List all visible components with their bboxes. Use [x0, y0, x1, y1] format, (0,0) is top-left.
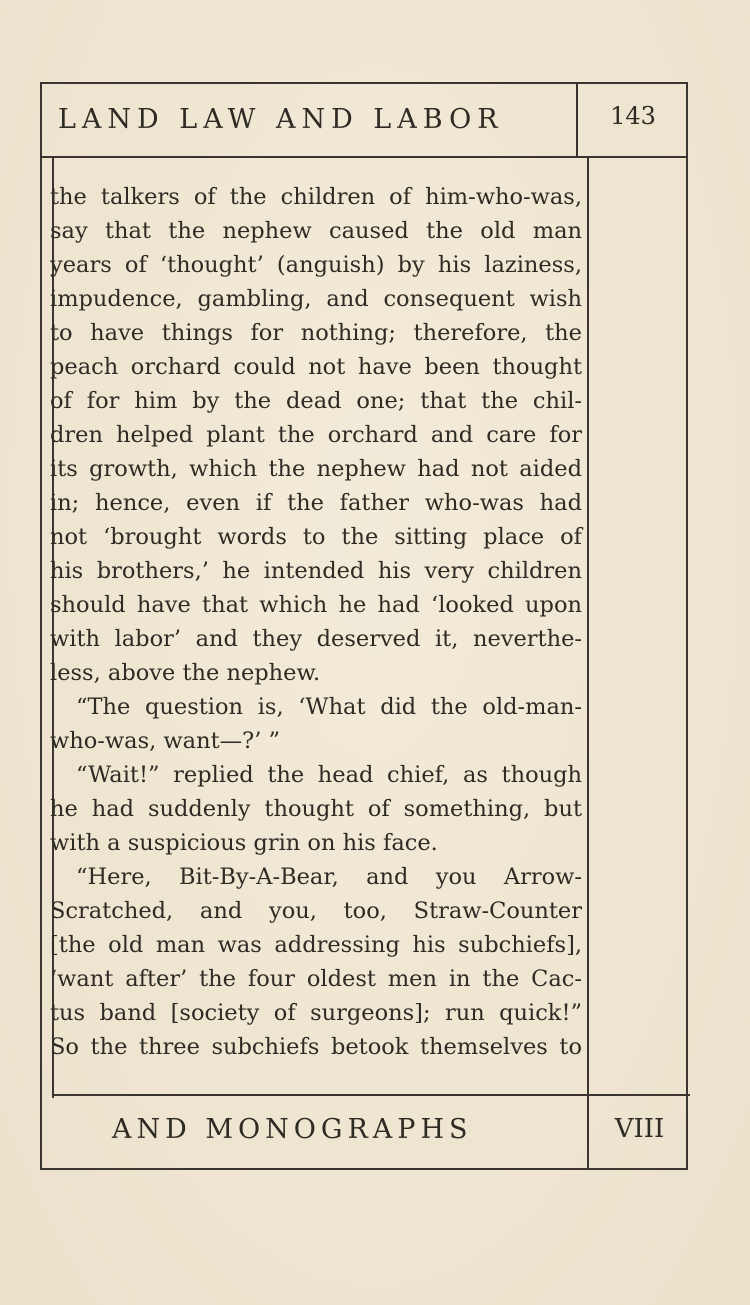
page-frame — [40, 82, 688, 1170]
text-line: the talkers of the children of him-who-was, — [50, 184, 582, 210]
text-line: “Wait!” replied the head chief, as though — [76, 762, 582, 788]
text-line: years of ‘thought’ (anguish) by his laziness, — [50, 252, 582, 278]
text-line: say that the nephew caused the old man — [50, 218, 582, 244]
text-line: he had suddenly thought of something, but — [50, 796, 582, 822]
text-line: with labor’ and they deserved it, neverthe- — [50, 626, 582, 652]
text-line: its growth, which the nephew had not aided — [50, 456, 582, 482]
text-line: of for him by the dead one; that the chil- — [50, 388, 582, 414]
text-line: tus band [society of surgeons]; run quick!” — [50, 1000, 582, 1026]
text-line: “Here, Bit-By-A-Bear, and you Arrow- — [76, 864, 582, 890]
text-line: to have things for nothing; therefore, the — [50, 320, 582, 346]
running-footer — [52, 1094, 690, 1168]
series-title: AND MONOGRAPHS — [112, 1114, 473, 1145]
text-line: peach orchard could not have been thought — [50, 354, 582, 380]
text-line: impudence, gambling, and consequent wish — [50, 286, 582, 312]
text-line: with a suspicious grin on his face. — [50, 830, 438, 856]
running-header — [42, 84, 686, 158]
body-right-rule — [587, 158, 589, 1098]
text-line: So the three subchiefs betook themselves to — [50, 1034, 582, 1060]
running-title: LAND LAW AND LABOR — [58, 104, 504, 135]
text-line: ‘want after’ the four oldest men in the Cac- — [50, 966, 582, 992]
volume-number: VIII — [614, 1114, 665, 1144]
text-line: [the old man was addressing his subchiefs], — [50, 932, 582, 958]
text-line: his brothers,’ he intended his very children — [50, 558, 582, 584]
text-line: dren helped plant the orchard and care for — [50, 422, 582, 448]
text-line: not ‘brought words to the sitting place of — [50, 524, 582, 550]
text-line: less, above the nephew. — [50, 660, 321, 686]
text-line: who-was, want—?’ ” — [50, 728, 280, 754]
text-line: Scratched, and you, too, Straw-Counter — [50, 898, 582, 924]
body-text — [50, 180, 582, 1064]
text-line: should have that which he had ‘looked upon — [50, 592, 582, 618]
text-line: in; hence, even if the father who-was had — [50, 490, 582, 516]
text-line: “The question is, ‘What did the old-man- — [76, 694, 582, 720]
page-number: 143 — [610, 102, 656, 130]
